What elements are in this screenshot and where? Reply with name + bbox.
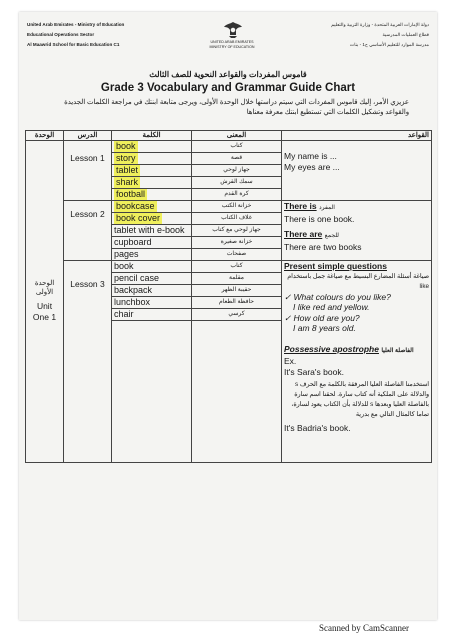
uae-emblem-icon: [223, 20, 243, 40]
grammar-lesson-2: There is المفرد There is one book. There are للجمع There are two books: [282, 201, 432, 261]
meaning-cell: صفحات: [192, 249, 282, 261]
word-cell: book: [112, 141, 192, 153]
check-icon: ✓: [284, 312, 292, 323]
word-cell: pages: [112, 249, 192, 261]
meaning-cell: غلاف الكتاب: [192, 213, 282, 225]
col-meaning: المعنى: [192, 131, 282, 141]
empty-cell: [112, 321, 192, 463]
meaning-cell: قصة: [192, 153, 282, 165]
meaning-cell: سمك القرش: [192, 177, 282, 189]
grammar-lesson-1: My name is ... My eyes are ...: [282, 141, 432, 201]
meaning-cell: حقيبة الظهر: [192, 285, 282, 297]
header-ar-line-1: دولة الإمارات العربية المتحدة - وزارة التربية والتعليم: [331, 22, 429, 27]
word-cell: shark: [112, 177, 192, 189]
header-line-1: United Arab Emirates - Ministry of Education: [27, 22, 125, 27]
meaning-cell: خزانة الكتب: [192, 201, 282, 213]
meaning-cell: حافظة الطعام: [192, 297, 282, 309]
check-icon: ✓: [284, 291, 292, 302]
word-cell: backpack: [112, 285, 192, 297]
document-page: [19, 12, 437, 620]
word-cell: book cover: [112, 213, 192, 225]
meaning-cell: خزانة صغيرة: [192, 237, 282, 249]
col-word: الكلمة: [112, 131, 192, 141]
table-row: [26, 261, 432, 273]
col-rules: القواعد: [282, 131, 432, 141]
table-row: [26, 141, 432, 153]
word-cell: tablet with e-book: [112, 225, 192, 237]
vocabulary-table: [25, 130, 432, 463]
arabic-title: قاموس المفردات والقواعد النحوية للصف الثالث: [149, 70, 307, 79]
emblem-caption: UNITED ARAB EMIRATES MINISTRY OF EDUCATION: [209, 40, 255, 49]
lesson-2-label: Lesson 2: [64, 201, 112, 261]
meaning-cell: جهاز لوحي: [192, 165, 282, 177]
col-unit: الوحدة: [26, 131, 64, 141]
table-row: [26, 201, 432, 213]
empty-cell: [192, 321, 282, 463]
lesson-3-label: Lesson 3: [64, 261, 112, 463]
meaning-cell: كرة القدم: [192, 189, 282, 201]
header-line-3: Al Maawrid School for Basic Education C1: [27, 42, 120, 47]
scanner-watermark: Scanned by CamScanner: [319, 623, 409, 633]
meaning-cell: جهاز لوحي مع كتاب: [192, 225, 282, 237]
intro-paragraph: عزيزي الأمر، إليك قاموس المفردات التي سيتم دراستها خلال الوحدة الأولى، ويرجى متابعة ابنتك في مراجعة الكلمات الجديدة والقواعد وتشكيل الكلمات التي تستطيع ابنتك معرفة معناها: [64, 99, 409, 116]
col-lesson: الدرس: [64, 131, 112, 141]
header-ar-line-3: مدرسة الموارد للتعليم الأساسي ح1 - بنات: [349, 42, 429, 47]
word-cell: bookcase: [112, 201, 192, 213]
header-line-2: Educational Operations Sector: [27, 32, 95, 37]
unit-cell: الوحدة الأولى Unit One 1: [26, 141, 64, 463]
meaning-cell: مقلمة: [192, 273, 282, 285]
word-cell: cupboard: [112, 237, 192, 249]
meaning-cell: كرسي: [192, 309, 282, 321]
page-title: Grade 3 Vocabulary and Grammar Guide Chart: [100, 82, 356, 94]
word-cell: pencil case: [112, 273, 192, 285]
lesson-1-label: Lesson 1: [64, 141, 112, 201]
word-cell: chair: [112, 309, 192, 321]
meaning-cell: كتاب: [192, 261, 282, 273]
word-cell: book: [112, 261, 192, 273]
meaning-cell: كتاب: [192, 141, 282, 153]
table-header-row: [26, 131, 432, 141]
word-cell: tablet: [112, 165, 192, 177]
word-cell: lunchbox: [112, 297, 192, 309]
word-cell: football: [112, 189, 192, 201]
grammar-lesson-3: Present simple questions صياغة أسئلة المضارع البسيط مع صياغة جمل باستخدام like ✓ What colours do you like? I like red and yellow. ✓ How old are you? I am 8 years old. Possessive apostrophe الفاصلة العليا Ex. It's Sara's book. استخدمنا الفاصلة العليا المرفقة بالكلمة مع الحرف s والدلالة على الملكية أنه كتاب سارة. لحقنا اسم سارة بالفاصلة العليا وبعدها s للدلالة بأن الكتاب يعود لسارة، تماما كالمثال التالي مع بدرية It's Badria's book.: [282, 261, 432, 463]
word-cell: story: [112, 153, 192, 165]
header-ar-line-2: قطاع العمليات المدرسية: [382, 32, 429, 37]
